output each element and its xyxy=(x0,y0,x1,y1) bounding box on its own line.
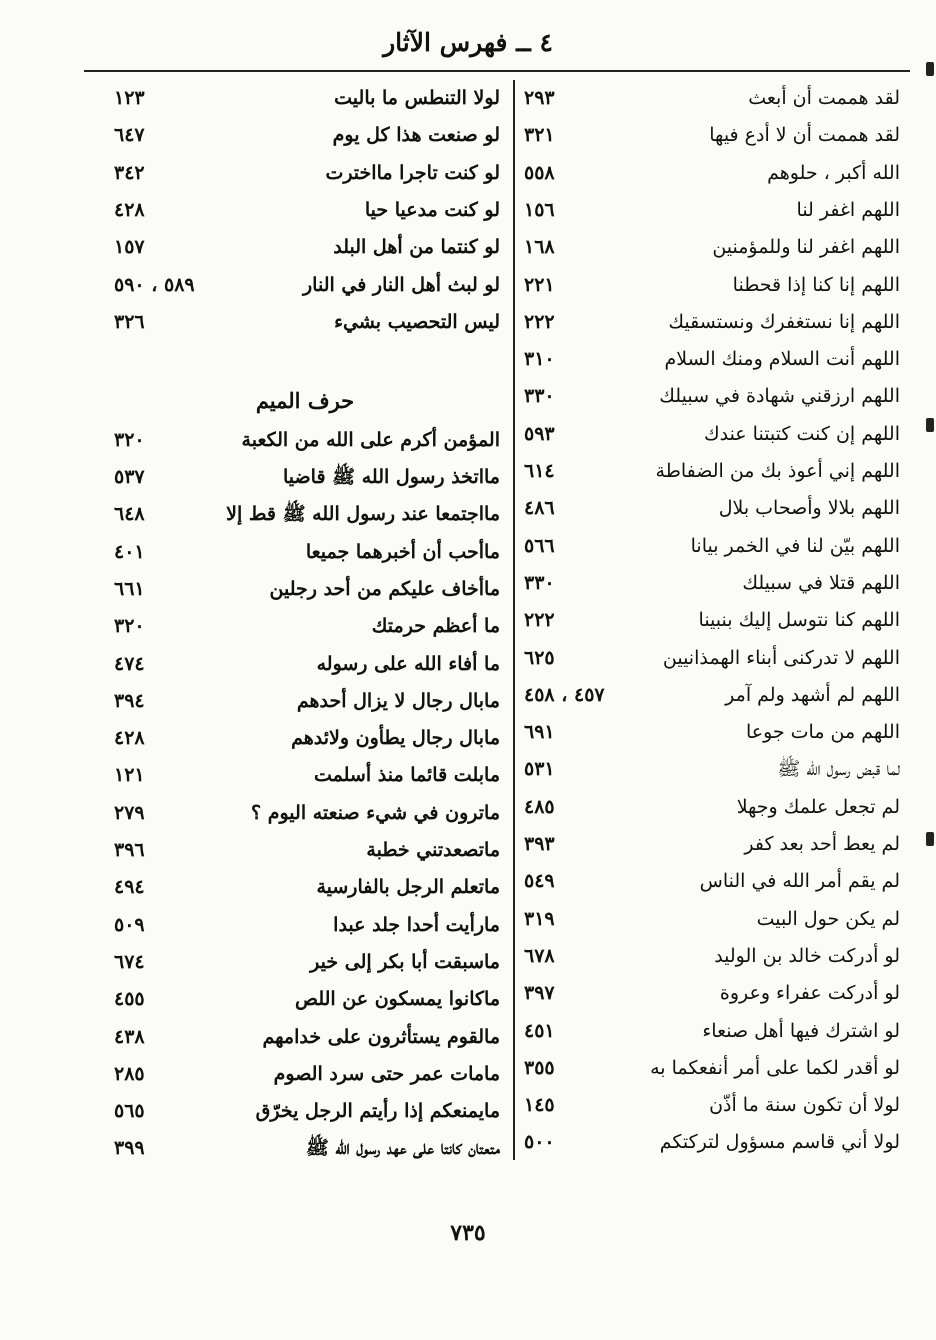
entry-page-number: ٢٨٥ xyxy=(114,1062,145,1085)
index-entry xyxy=(520,901,900,938)
entry-page-number: ٣٥٥ xyxy=(524,1056,555,1079)
entry-text: اللهم قتلا في سبيلك xyxy=(742,571,900,594)
entry-text: اللهم أنت السلام ومنك السلام xyxy=(664,348,900,371)
entry-text: لم يكن حول البيت xyxy=(756,907,900,930)
page-number: ٧٣٥ xyxy=(450,1220,486,1246)
entry-text: لقد هممت أن لا أدع فيها xyxy=(709,124,900,147)
entry-text: المؤمن أكرم على الله من الكعبة xyxy=(241,428,500,451)
entry-page-number: ٦٤٧ xyxy=(114,124,145,147)
entry-page-number: ٣٣٠ xyxy=(524,385,555,408)
entry-text: ليس التحصيب بشيء xyxy=(334,310,500,333)
entry-page-number: ٥٣٧ xyxy=(114,466,145,488)
entry-page-number: ٣٢٠ xyxy=(114,615,145,638)
index-entry xyxy=(520,155,900,192)
entry-text: اللهم من مات جوعا xyxy=(745,721,900,744)
entry-text: اللهم اغفر لنا وللمؤمنين xyxy=(712,236,900,259)
index-entry xyxy=(110,496,500,533)
entry-page-number: ٤٥٥ xyxy=(114,988,145,1011)
entry-page-number: ٥٣١ xyxy=(524,758,555,781)
entry-text: اللهم ارزقني شهادة في سبيلك xyxy=(659,385,900,408)
entry-text: لم يعط أحد بعد كفر xyxy=(744,833,900,855)
entry-page-number: ٢٢٢ xyxy=(524,609,555,632)
entry-page-number: ٣٢٠ xyxy=(114,428,145,451)
index-entry xyxy=(110,795,500,832)
index-entry xyxy=(520,677,900,714)
index-entry xyxy=(110,683,500,720)
index-entry xyxy=(110,981,500,1018)
entry-text: لولا أن تكون سنة ما أذّن xyxy=(709,1094,900,1117)
index-entry xyxy=(520,938,900,975)
entry-page-number: ٤٨٥ xyxy=(524,795,555,818)
entry-page-number: ٥٠٠ xyxy=(524,1131,555,1154)
index-entry xyxy=(520,1013,900,1050)
index-entry xyxy=(520,267,900,304)
entry-page-number: ٤٥٧ ، ٤٥٨ xyxy=(524,683,605,706)
index-entry xyxy=(110,944,500,981)
index-entry xyxy=(110,646,500,683)
entry-page-number: ٤٨٦ xyxy=(524,497,555,520)
entry-text: مابال رجال يطأون ولائدهم xyxy=(291,727,500,750)
entry-page-number: ٣١٩ xyxy=(524,907,555,930)
entry-page-number: ١٥٦ xyxy=(524,198,555,221)
index-entry xyxy=(520,640,900,677)
entry-text: اللهم لا تدركنى أبناء الهمذانيين xyxy=(662,646,900,669)
entry-text: اللهم بيّن لنا في الخمر بيانا xyxy=(690,534,900,557)
index-entry xyxy=(110,304,500,341)
index-entry xyxy=(110,869,500,906)
entry-text: اللهم إنا كنا إذا قحطنا xyxy=(732,273,900,296)
entry-text: مابلت قائما منذ أسلمت xyxy=(314,764,500,787)
entry-page-number: ٤٣٨ xyxy=(114,1025,145,1048)
entry-page-number: ٥٥٨ xyxy=(524,161,555,184)
entry-text: لو اشترك فيها أهل صنعاء xyxy=(702,1019,900,1042)
index-entry xyxy=(110,80,500,117)
entry-page-number: ٣٩٧ xyxy=(524,982,555,1005)
index-entry xyxy=(520,789,900,826)
entry-text: ماأخاف عليكم من أحد رجلين xyxy=(269,577,500,600)
entry-text: لو لبث أهل النار في النار xyxy=(303,273,500,296)
entry-text: اللهم إني أعوذ بك من الضفاطة xyxy=(655,460,900,482)
entry-page-number: ٥٤٩ xyxy=(524,870,555,893)
entry-text: لو كنت مدعيا حيا xyxy=(364,198,500,221)
entry-text: لم يقم أمر الله في الناس xyxy=(699,870,900,893)
entry-text: مابال رجال لا يزال أحدهم xyxy=(296,689,500,712)
index-entry xyxy=(110,832,500,869)
index-entry xyxy=(520,80,900,117)
index-entry xyxy=(110,720,500,757)
entry-page-number: ٣٢٦ xyxy=(114,310,145,333)
entry-page-number: ١٢٣ xyxy=(114,87,145,109)
index-entry xyxy=(520,565,900,602)
entry-text: لو كنتما من أهل البلد xyxy=(333,236,500,259)
index-entry xyxy=(110,907,500,944)
index-entry xyxy=(520,341,900,378)
entry-page-number: ١٦٨ xyxy=(524,236,555,259)
entry-page-number: ٥٦٦ xyxy=(524,534,555,557)
index-entry xyxy=(110,155,500,192)
entry-text: اللهم لم أشهد ولم آمر xyxy=(725,683,900,706)
entry-page-number: ٣٩٦ xyxy=(114,839,145,861)
entry-text: ماتصعدتني خطبة xyxy=(366,839,500,861)
header-rule xyxy=(84,70,910,72)
entry-page-number: ٥٨٩ ، ٥٩٠ xyxy=(114,273,195,296)
column-divider xyxy=(513,80,515,1160)
entry-text: ماتعلم الرجل بالفارسية xyxy=(316,876,500,899)
entry-text: ماسبقت أبا بكر إلى خير xyxy=(310,950,500,973)
index-entry xyxy=(520,826,900,863)
entry-text: ماكانوا يمسكون عن اللص xyxy=(295,988,500,1011)
entry-page-number: ٣٤٢ xyxy=(114,161,145,184)
index-entry xyxy=(520,490,900,527)
index-entry xyxy=(110,1130,500,1167)
index-entry xyxy=(520,378,900,415)
index-entry xyxy=(520,453,900,490)
entry-page-number: ٣٢١ xyxy=(524,124,555,147)
entry-text: اللهم إن كنت كتبتنا عندك xyxy=(703,422,900,445)
entry-page-number: ٢٩٣ xyxy=(524,87,555,109)
entry-page-number: ٤٩٤ xyxy=(114,876,145,899)
index-entry xyxy=(520,192,900,229)
entry-page-number: ٥٩٣ xyxy=(524,422,555,445)
index-entry xyxy=(520,751,900,788)
entry-text: لولا التنطس ما باليت xyxy=(334,87,500,109)
index-entry xyxy=(110,267,500,304)
entry-text: مااجتمعا عند رسول الله ﷺ قط إلا xyxy=(226,503,500,526)
entry-page-number: ٦٧٨ xyxy=(524,944,555,967)
entry-text: ماأحب أن أخبرهما جميعا xyxy=(305,540,500,563)
entry-text: اللهم بلالا وأصحاب بلال xyxy=(718,497,900,520)
entry-text: مالقوم يستأثرون على خدامهم xyxy=(262,1025,500,1048)
entry-text: مايمنعكم إذا رأيتم الرجل يخرّق xyxy=(255,1100,500,1123)
page-header-title: ٤ ــ فهرس الآثار xyxy=(383,28,553,57)
entry-page-number: ١٥٧ xyxy=(114,236,145,259)
index-entry xyxy=(520,714,900,751)
entry-page-number: ٦٢٥ xyxy=(524,646,555,669)
entry-page-number: ٢٢٢ xyxy=(524,310,555,333)
index-entry xyxy=(110,608,500,645)
entry-page-number: ٣٣٠ xyxy=(524,571,555,594)
entry-text: ما أفاء الله على رسوله xyxy=(316,652,500,675)
entry-text: لو أدركت خالد بن الوليد xyxy=(714,944,900,967)
index-entry xyxy=(520,1087,900,1124)
index-entry xyxy=(520,602,900,639)
entry-text: لو كنت تاجرا مااخترت xyxy=(325,161,500,184)
entry-page-number: ٥٦٥ xyxy=(114,1100,145,1123)
entry-text: مارأيت أحدا جلد عبدا xyxy=(333,913,500,936)
entry-page-number: ٣١٠ xyxy=(524,348,555,371)
entry-page-number: ٦٩١ xyxy=(524,721,555,744)
entry-text: لولا أني قاسم مسؤول لتركتكم xyxy=(659,1131,900,1154)
index-entry xyxy=(110,534,500,571)
entry-text: ما أعظم حرمتك xyxy=(371,615,500,638)
index-entry xyxy=(110,571,500,608)
entry-page-number: ٦٦١ xyxy=(114,577,145,600)
margin-mark xyxy=(926,832,934,846)
entry-page-number: ١٤٥ xyxy=(524,1094,555,1117)
entry-text: ماترون في شيء صنعته اليوم ؟ xyxy=(251,801,500,824)
entry-text: لم تجعل علمك وجهلا xyxy=(736,795,900,818)
entry-page-number: ٦١٤ xyxy=(524,460,555,482)
entry-page-number: ٦٧٤ xyxy=(114,950,145,973)
index-entry xyxy=(110,422,500,459)
entry-page-number: ٤٠١ xyxy=(114,540,145,563)
index-entry xyxy=(520,416,900,453)
entry-page-number: ٤٧٤ xyxy=(114,652,145,675)
entry-text: لو أقدر لكما على أمر أنفعكما به xyxy=(650,1056,900,1079)
index-entry xyxy=(110,1093,500,1130)
entry-page-number: ٢٧٩ xyxy=(114,801,145,824)
index-entry xyxy=(520,528,900,565)
index-entry xyxy=(520,117,900,154)
entry-page-number: ١٢١ xyxy=(114,764,145,787)
entry-page-number: ٦٤٨ xyxy=(114,503,145,526)
section-heading: حرف الميم xyxy=(255,388,355,414)
entry-page-number: ٤٢٨ xyxy=(114,198,145,221)
entry-page-number: ٥٠٩ xyxy=(114,913,145,936)
entry-text: متعتان كانتا على عهد رسول الله ﷺ xyxy=(305,1137,500,1160)
index-entry xyxy=(520,304,900,341)
index-entry xyxy=(110,117,500,154)
index-entry xyxy=(110,459,500,496)
entry-page-number: ٣٩٤ xyxy=(114,689,145,712)
index-entry xyxy=(110,1019,500,1056)
index-entry xyxy=(520,1124,900,1161)
entry-page-number: ٣٩٩ xyxy=(114,1137,145,1160)
index-entry xyxy=(520,975,900,1012)
entry-text: اللهم اغفر لنا xyxy=(796,198,900,221)
entry-text: لما قبض رسول الله ﷺ xyxy=(777,758,900,781)
entry-text: اللهم كنا نتوسل إليك بنبينا xyxy=(698,609,900,632)
entry-text: لقد هممت أن أبعث xyxy=(748,87,900,109)
entry-text: لو صنعت هذا كل يوم xyxy=(332,124,500,147)
entry-page-number: ٢٢١ xyxy=(524,273,555,296)
index-entry xyxy=(110,1056,500,1093)
index-entry xyxy=(110,192,500,229)
entry-text: مامات عمر حتى سرد الصوم xyxy=(273,1062,500,1085)
entry-text: اللهم إنا نستغفرك ونستسقيك xyxy=(668,310,900,333)
entry-page-number: ٤٥١ xyxy=(524,1019,555,1042)
margin-mark xyxy=(926,418,934,432)
margin-mark xyxy=(926,62,934,76)
index-entry xyxy=(520,1050,900,1087)
entry-text: لو أدركت عفراء وعروة xyxy=(719,982,900,1005)
index-entry xyxy=(520,863,900,900)
entry-page-number: ٤٢٨ xyxy=(114,727,145,750)
index-entry xyxy=(110,757,500,794)
entry-text: مااتخذ رسول الله ﷺ قاضيا xyxy=(283,466,500,488)
index-entry xyxy=(520,229,900,266)
entry-text: الله أكبر ، حلوهم xyxy=(767,161,900,184)
entry-page-number: ٣٩٣ xyxy=(524,833,555,855)
index-entry xyxy=(110,229,500,266)
